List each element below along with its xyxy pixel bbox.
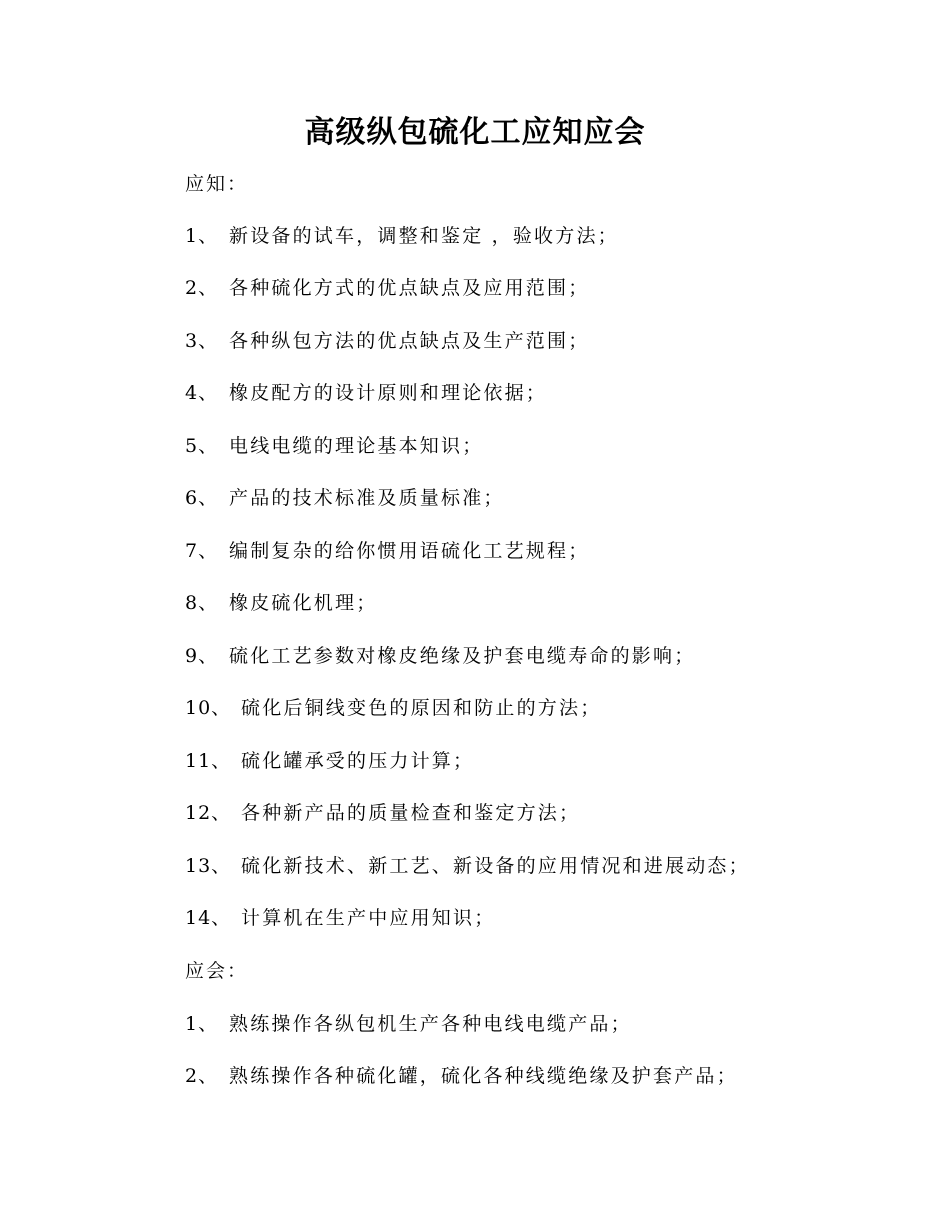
- item-number: 2、: [185, 1065, 219, 1087]
- know-item-13: [185, 853, 750, 879]
- know-item-7: [185, 538, 589, 564]
- item-number: 5、: [185, 435, 219, 457]
- can-item-1: [185, 1011, 632, 1037]
- know-item-9: [185, 643, 695, 669]
- item-text: 硫化新技术、新工艺、新设备的应用情况和进展动态；: [241, 855, 750, 877]
- know-item-6: [185, 485, 505, 511]
- know-item-8: [185, 590, 377, 616]
- item-text: 新设备的试车，调整和鉴定 ，验收方法；: [229, 225, 619, 247]
- page-title: 高级纵包硫化工应知应会: [304, 115, 646, 150]
- item-text: 各种新产品的质量检查和鉴定方法；: [241, 802, 581, 824]
- item-number: 9、: [185, 645, 219, 667]
- know-item-14: [185, 905, 495, 931]
- item-number: 3、: [185, 330, 219, 352]
- item-text: 各种硫化方式的优点缺点及应用范围；: [229, 277, 590, 299]
- item-text: 熟练操作各纵包机生产各种电线电缆产品；: [229, 1013, 632, 1035]
- know-item-1: [185, 223, 619, 249]
- know-item-11: [185, 748, 474, 774]
- item-number: 6、: [185, 487, 219, 509]
- item-text: 电线电缆的理论基本知识；: [229, 435, 484, 457]
- item-text: 编制复杂的给你惯用语硫化工艺规程；: [229, 540, 590, 562]
- item-number: 8、: [185, 592, 219, 614]
- section-label-know: 应知：: [185, 173, 249, 195]
- item-number: 7、: [185, 540, 219, 562]
- section-label-can: 应会：: [185, 960, 249, 982]
- item-text: 硫化工艺参数对橡皮绝缘及护套电缆寿命的影响；: [229, 645, 696, 667]
- item-text: 橡皮硫化机理；: [229, 592, 378, 614]
- item-number: 10、: [185, 697, 232, 719]
- item-number: 1、: [185, 1013, 219, 1035]
- item-text: 产品的技术标准及质量标准；: [229, 487, 505, 509]
- item-number: 14、: [185, 907, 232, 929]
- know-item-10: [185, 695, 601, 721]
- item-number: 11、: [185, 750, 232, 772]
- know-item-3: [185, 328, 589, 354]
- know-item-12: [185, 800, 580, 826]
- item-number: 4、: [185, 382, 219, 404]
- item-number: 13、: [185, 855, 232, 877]
- item-number: 2、: [185, 277, 219, 299]
- item-text: 橡皮配方的设计原则和理论依据；: [229, 382, 548, 404]
- item-text: 熟练操作各种硫化罐，硫化各种线缆绝缘及护套产品；: [229, 1065, 738, 1087]
- item-text: 硫化后铜线变色的原因和防止的方法；: [241, 697, 602, 719]
- know-item-2: [185, 275, 589, 301]
- know-item-5: [185, 433, 483, 459]
- item-text: 各种纵包方法的优点缺点及生产范围；: [229, 330, 590, 352]
- know-item-4: [185, 380, 547, 406]
- can-item-2: [185, 1063, 738, 1089]
- item-text: 硫化罐承受的压力计算；: [241, 750, 475, 772]
- item-text: 计算机在生产中应用知识；: [241, 907, 496, 929]
- item-number: 1、: [185, 225, 219, 247]
- item-number: 12、: [185, 802, 232, 824]
